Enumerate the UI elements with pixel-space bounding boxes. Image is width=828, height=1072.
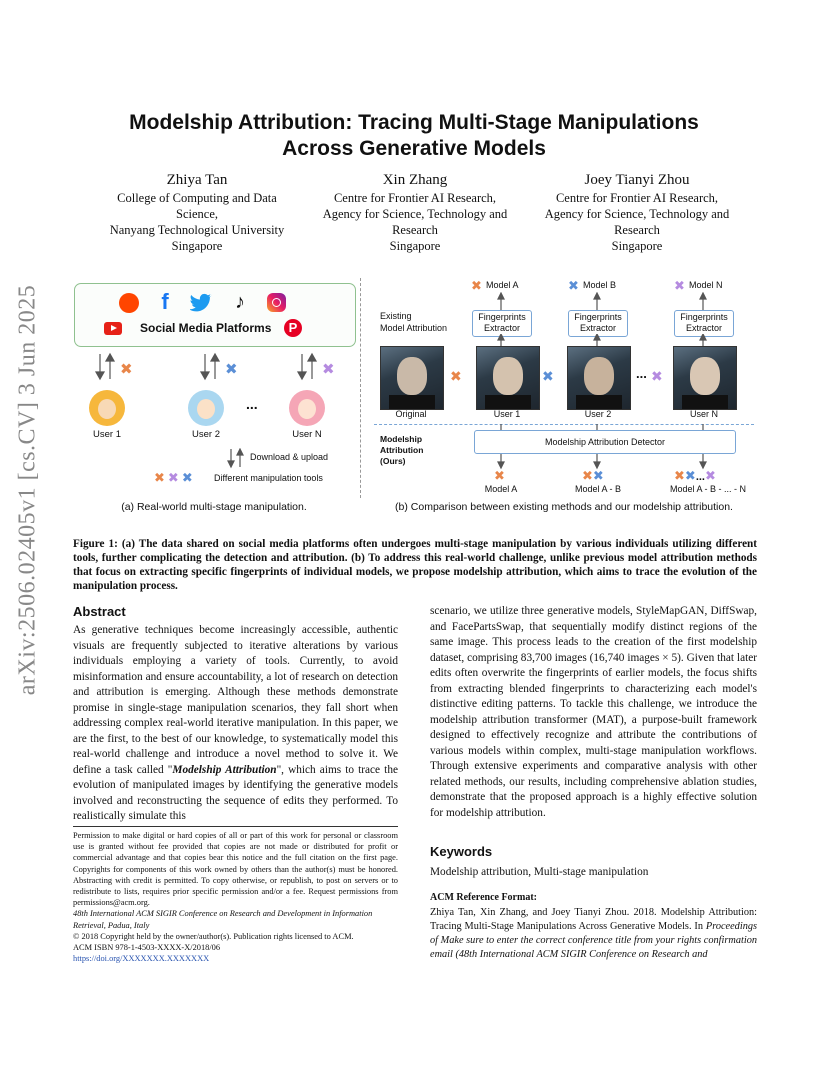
author-affiliation: Science, [176,207,218,221]
tool-icon: ✖ [167,470,179,485]
author-block-2 [310,170,520,254]
users-ellipsis: ... [246,396,258,412]
author-affiliation: Agency for Science, Technology and [322,207,508,221]
facebook-icon: f [161,289,169,314]
legend-download: Download & upload [250,452,329,462]
abstract-section [73,604,398,825]
permission-notice: Permission to make digital or hard copies of all or part of this work for personal or classroom use is granted without fee provided that copies are not made or distributed for profit or commercial advantage and that copies bear this notice and the full citation on the first page. Copyrights for components of this work owned by others than the author(s) must be honored. Abstracting with credit is permitted. To copy otherwise, or republish, to post on servers or to redistribute to lists, requires prior specific permission and/or a fee. Request permissions from permissions@acm.org. [73,831,398,908]
existing-label-line: Model Attribution [380,323,448,333]
abstract-emphasis: Modelship Attribution [172,763,277,776]
model-label: Model B [583,280,617,290]
bottom-model-label: Model A - B [574,484,622,494]
fingerprints-extractor-box: Fingerprints Extractor [568,310,628,337]
doi-link[interactable]: https://doi.org/XXXXXXX.XXXXXXX [73,954,210,964]
paper-title [60,110,768,162]
user-label: User 2 [192,429,220,440]
extractor-arrows [368,292,760,312]
acm-reference-body [430,906,757,962]
author-affiliation: Research [614,223,660,237]
tool-icon: ✖ [704,468,716,483]
keywords-text: Modelship attribution, Multi-stage manipulation [430,866,649,878]
author-affiliation: Singapore [611,239,663,253]
tool-icon: ✖ [322,361,335,378]
abstract-text-a: As generative techniques become increasingly accessible, authentic visuals are frequently subjected to iterative alterations by various individuals employing a variety of tools. Currently, to avoid misinformation and ensure accountability, a lot of research on detection and attribution is emerging. Although these methods demonstrate promise in single-stage manipulation scenarios, they fall short when addressing complex real-world iterative manipulation. In this paper, we are the first, to the best of our knowledge, to systematically model this real-world challenge and introduce a novel method to solve it. We define a task called " [73,624,398,776]
photo-label: User 2 [584,409,612,419]
fingerprints-extractor-box: Fingerprints Extractor [472,310,532,337]
abstract-heading: Abstract [73,604,126,619]
tool-icon: ✖ [181,470,193,485]
acm-text-italic: Proceedings of Make sure to enter the correct conference title from your rights confirmation email (48th International ACM SIGIR Conference on Research and [430,921,757,960]
social-platform-box [74,283,356,347]
ours-label-line: Modelship [380,434,423,444]
ours-label-line: Attribution [380,445,424,455]
abstract-continued: scenario, we utilize three generative models, StyleMapGAN, DiffSwap, and FacePartsSwap, that sequentially modify distinct regions of the same image. This process leads to the creation of the first modelship dataset, comprising 83,700 images (16,740 images × 5). Given that later edits often overwrite the fingerprints of earlier models, the focus shifts from extracting blended fingerprints to characterizing each model's distinctive editing patterns. To tackle this challenge, we introduce the modelship attribution transformer (MAT), a purpose-built framework designed to effectively recognize and attribute the contributions of various models within complex, multi-stage manipulation workflows. Through extensive experiments and comparative analysis with other related methods, our results, including comprehensive ablation studies, demonstrate that the proposed approach is a highly effective solution for modelship attribution. [430,605,757,819]
keywords-section [430,844,757,881]
user1-photo [476,346,540,410]
user-avatar [188,390,224,426]
caption-a: (a) Real-world multi-stage manipulation. [121,501,307,513]
user2-photo [567,346,631,410]
arxiv-sidebar [4,284,52,696]
tool-icon: ✖ [450,368,462,384]
author-affiliation: Centre for Frontier AI Research, [333,191,497,205]
tool-icon: ✖ [120,361,133,378]
instagram-icon [267,293,286,312]
tiktok-icon: ♪ [235,291,245,313]
reddit-icon [119,293,139,313]
author-affiliation: Singapore [389,239,441,253]
model-combo-icons [494,468,505,484]
modelship-detector-box: Modelship Attribution Detector [474,430,736,454]
figure-panel-b [368,274,760,518]
bottom-model-label: Model A - B - ... - N [669,484,747,494]
title-line-2: Across Generative Models [282,137,546,160]
photo-label: User N [689,409,718,419]
tool-icon: ✖ [542,368,554,384]
author-affiliation: College of Computing and Data [117,191,277,205]
model-label: Model A [486,280,519,290]
user-arrows [70,352,358,382]
author-block-3 [532,170,742,254]
author-name: Zhiya Tan [166,172,228,188]
tool-icon: ✖ [651,368,663,384]
existing-label-line: Existing [380,311,412,321]
footnote [73,826,398,964]
author-affiliation: Research [392,223,438,237]
user-avatar [289,390,325,426]
author-name: Xin Zhang [382,172,448,188]
model-combo-icons [674,468,716,484]
user-label: User 1 [93,429,121,440]
keywords-heading: Keywords [430,844,493,859]
tool-icon: ✖ [225,361,238,378]
legend-tools: Different manipulation tools [214,473,323,483]
author-name: Joey Tianyi Zhou [584,172,690,188]
model-label: Model N [689,280,723,290]
abstract-body [73,623,398,825]
acm-reference-section [430,892,757,962]
tool-icon: ✖ [154,470,165,485]
author-affiliation: Agency for Science, Technology and [544,207,730,221]
tools-legend-icons [154,470,193,486]
fingerprints-extractor-box: Fingerprints Extractor [674,310,734,337]
user-avatar [89,390,125,426]
platform-label: Social Media Platforms [140,321,272,335]
title-line-1: Modelship Attribution: Tracing Multi-Stage Manipulations [129,111,699,134]
tool-icon: ✖ [494,468,505,483]
acm-heading: ACM Reference Format: [430,892,537,903]
tool-icon: ✖ [684,468,696,483]
download-upload-icon [226,448,248,470]
youtube-icon [104,322,122,335]
tool-icon: ✖ [592,468,604,483]
author-block-1 [92,170,302,254]
model-icon: ✖ [568,278,579,293]
photo-label: User 1 [493,409,521,419]
combo-ellipsis: ... [695,471,705,483]
model-icon: ✖ [471,278,482,293]
model-icon: ✖ [674,278,685,293]
figure-caption: Figure 1: (a) The data shared on social media platforms often undergoes multi-stage manipulation by various individuals utilizing different tools, further complicating the detection and attribution. (b) To address this real-world challenge, unlike previous model attribution methods that focus on extracting specific fingerprints of individual models, we propose modelship attribution, which aims to trace the evolution of the manipulation process. [73,538,757,592]
arxiv-identifier: arXiv:2506.02405v1 [cs.CV] 3 Jun 2025 [14,284,41,696]
photos-ellipsis: ... [636,366,647,381]
author-affiliation: Centre for Frontier AI Research, [555,191,719,205]
ours-label-line: (Ours) [380,456,406,466]
copyright-line: © 2018 Copyright held by the owner/author(s). Publication rights licensed to ACM. [73,931,354,941]
twitter-icon [190,293,212,313]
bottom-model-label: Model A [484,484,518,494]
original-photo [380,346,444,410]
isbn-line: ACM ISBN 978-1-4503-XXXX-X/2018/06 [73,943,221,953]
acm-text: Zhiya Tan, Xin Zhang, and Joey Tianyi Zhou. 2018. Modelship Attribution: Tracing Multi-Stage Manipulations Across Generative Models. In [430,907,757,932]
photo-label: Original [395,409,427,419]
author-affiliation: Singapore [171,239,223,253]
model-combo-icons [582,468,604,484]
user-label: User N [292,429,322,440]
tool-icon: ✖ [582,468,593,483]
author-affiliation: Nanyang Technological University [109,223,285,237]
caption-b: (b) Comparison between existing methods and our modelship attribution. [395,501,733,513]
abstract-text-b: ", which aims to trace the evolution of manipulated images by identifying the generative models involved and reconstructing the sequence of edits they performed. To realistically simulate this [73,763,398,822]
figure-divider [360,278,361,498]
figure-panel-a [70,278,358,518]
pinterest-icon: P [284,319,302,337]
tool-icon: ✖ [674,468,685,483]
usern-photo [673,346,737,410]
existing-method-label [380,310,447,334]
conference-info: 48th International ACM SIGIR Conference on Research and Development in Information Retrieval, Padua, Italy [73,909,373,930]
